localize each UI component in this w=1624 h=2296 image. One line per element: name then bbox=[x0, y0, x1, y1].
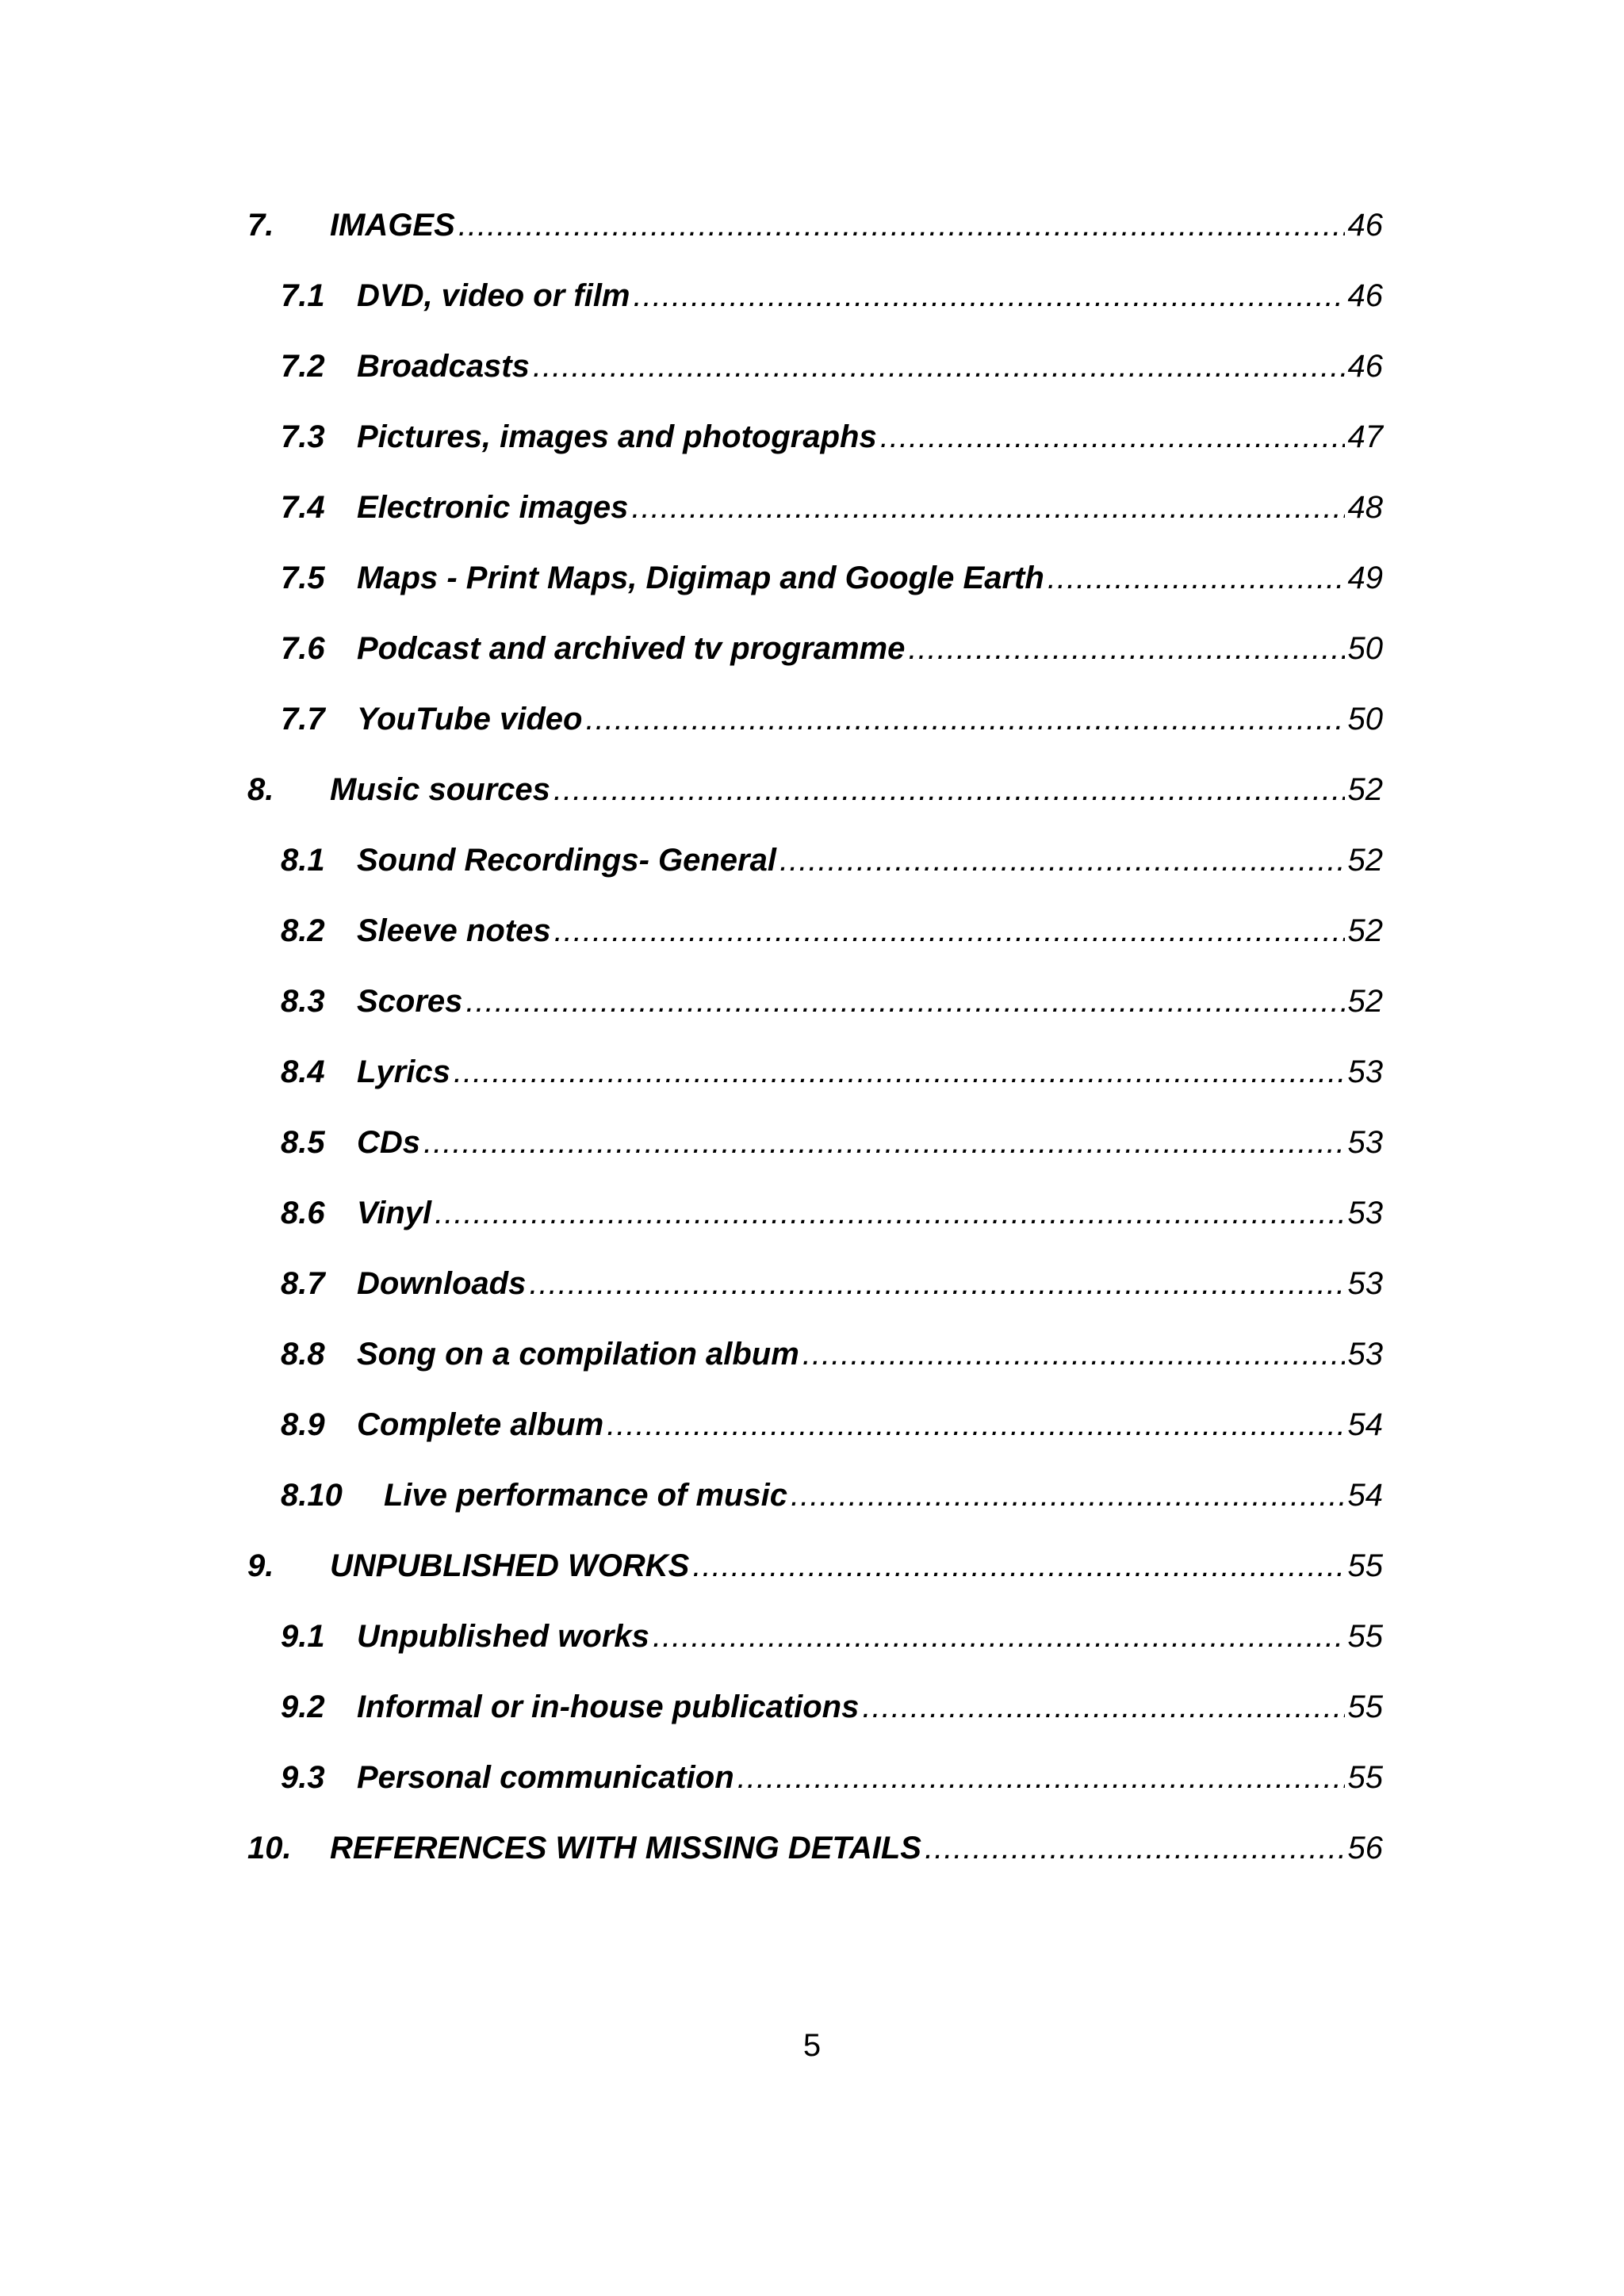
toc-entry[interactable] bbox=[247, 772, 1383, 843]
toc-entry-page: 55 bbox=[1347, 1760, 1383, 1795]
toc-entry-title: UNPUBLISHED WORKS bbox=[330, 1548, 690, 1583]
toc-entry[interactable] bbox=[247, 349, 1383, 419]
toc-entry-title: DVD, video or film bbox=[357, 278, 630, 313]
toc-entry-page: 48 bbox=[1347, 490, 1383, 525]
toc-entry-number: 8.2 bbox=[281, 913, 325, 948]
toc-entry-page: 54 bbox=[1347, 1407, 1383, 1442]
page-number: 5 bbox=[802, 2028, 822, 2063]
dot-leader bbox=[692, 1548, 1344, 1584]
dot-leader bbox=[862, 1689, 1344, 1725]
toc-entry-title: Scores bbox=[357, 984, 463, 1019]
toc-entry-page: 55 bbox=[1347, 1689, 1383, 1724]
toc-entry-number: 8.10 bbox=[281, 1478, 343, 1513]
toc-entry-number: 9.3 bbox=[281, 1760, 325, 1795]
toc-entry[interactable] bbox=[247, 278, 1383, 349]
toc-entry-title: Vinyl bbox=[357, 1196, 432, 1230]
dot-leader bbox=[925, 1831, 1345, 1866]
toc-entry[interactable] bbox=[247, 843, 1383, 913]
toc-entry-title: Song on a compilation album bbox=[357, 1337, 799, 1372]
toc-entry-number: 9. bbox=[247, 1548, 274, 1583]
dot-leader bbox=[737, 1760, 1345, 1796]
toc-entry[interactable] bbox=[247, 419, 1383, 490]
toc-entry-page: 52 bbox=[1347, 984, 1383, 1019]
toc-entry-title: Unpublished works bbox=[357, 1619, 649, 1654]
toc-entry-title: Music sources bbox=[330, 772, 550, 807]
toc-entry-title: Maps - Print Maps, Digimap and Google Earth bbox=[357, 561, 1044, 595]
toc-entry-page: 50 bbox=[1347, 702, 1383, 737]
toc-entry-number: 7.3 bbox=[281, 419, 325, 454]
dot-leader bbox=[634, 278, 1345, 314]
toc-entry-title: REFERENCES WITH MISSING DETAILS bbox=[330, 1831, 921, 1866]
toc-entry-page: 55 bbox=[1347, 1548, 1383, 1583]
toc-entry-page: 46 bbox=[1347, 349, 1383, 384]
toc-entry-title: Live performance of music bbox=[384, 1478, 788, 1513]
toc-entry[interactable] bbox=[247, 631, 1383, 702]
table-of-contents bbox=[247, 208, 1383, 1901]
toc-entry-title: Downloads bbox=[357, 1266, 527, 1301]
toc-entry[interactable] bbox=[247, 1619, 1383, 1689]
toc-entry-number: 7. bbox=[247, 208, 274, 243]
dot-leader bbox=[458, 208, 1345, 243]
toc-entry-number: 9.1 bbox=[281, 1619, 325, 1654]
toc-entry-number: 8.1 bbox=[281, 843, 325, 878]
toc-entry[interactable] bbox=[247, 1760, 1383, 1831]
toc-entry[interactable] bbox=[247, 1125, 1383, 1196]
toc-entry-number: 8.6 bbox=[281, 1196, 325, 1230]
toc-entry-title: Electronic images bbox=[357, 490, 629, 525]
toc-entry-page: 52 bbox=[1347, 913, 1383, 948]
toc-entry-number: 7.2 bbox=[281, 349, 325, 384]
toc-entry[interactable] bbox=[247, 490, 1383, 561]
dot-leader bbox=[607, 1407, 1344, 1443]
toc-entry-page: 56 bbox=[1347, 1831, 1383, 1866]
toc-entry-title: Sound Recordings- General bbox=[357, 843, 776, 878]
toc-entry[interactable] bbox=[247, 208, 1383, 278]
dot-leader bbox=[585, 702, 1344, 737]
toc-entry[interactable] bbox=[247, 1266, 1383, 1337]
toc-entry-number: 7.5 bbox=[281, 561, 325, 595]
toc-entry-title: Complete album bbox=[357, 1407, 604, 1442]
dot-leader bbox=[529, 1266, 1344, 1302]
toc-entry-title: Broadcasts bbox=[357, 349, 530, 384]
toc-entry-page: 50 bbox=[1347, 631, 1383, 666]
toc-entry-page: 53 bbox=[1347, 1337, 1383, 1372]
toc-entry-number: 7.6 bbox=[281, 631, 325, 666]
toc-entry-page: 53 bbox=[1347, 1054, 1383, 1089]
toc-entry-number: 7.4 bbox=[281, 490, 325, 525]
dot-leader bbox=[435, 1196, 1344, 1231]
toc-entry-page: 46 bbox=[1347, 208, 1383, 243]
dot-leader bbox=[653, 1619, 1345, 1655]
toc-entry-page: 53 bbox=[1347, 1125, 1383, 1160]
toc-entry-number: 8.5 bbox=[281, 1125, 325, 1160]
toc-entry[interactable] bbox=[247, 1196, 1383, 1266]
toc-entry[interactable] bbox=[247, 1831, 1383, 1901]
toc-entry[interactable] bbox=[247, 1689, 1383, 1760]
toc-entry-title: Lyrics bbox=[357, 1054, 450, 1089]
toc-entry-page: 54 bbox=[1347, 1478, 1383, 1513]
toc-entry[interactable] bbox=[247, 1478, 1383, 1548]
toc-entry-number: 8.7 bbox=[281, 1266, 325, 1301]
dot-leader bbox=[454, 1054, 1345, 1090]
dot-leader bbox=[423, 1125, 1344, 1161]
dot-leader bbox=[1048, 561, 1345, 596]
dot-leader bbox=[908, 631, 1344, 667]
toc-entry-number: 8.4 bbox=[281, 1054, 325, 1089]
toc-entry-page: 47 bbox=[1347, 419, 1383, 454]
toc-entry[interactable] bbox=[247, 913, 1383, 984]
toc-entry-title: Pictures, images and photographs bbox=[357, 419, 877, 454]
toc-entry-number: 10. bbox=[247, 1831, 292, 1866]
dot-leader bbox=[880, 419, 1345, 455]
dot-leader bbox=[779, 843, 1345, 878]
toc-entry-title: YouTube video bbox=[357, 702, 583, 737]
toc-entry-page: 49 bbox=[1347, 561, 1383, 595]
toc-entry-title: IMAGES bbox=[330, 208, 455, 243]
dot-leader bbox=[631, 490, 1344, 526]
toc-entry-page: 53 bbox=[1347, 1266, 1383, 1301]
toc-entry-page: 52 bbox=[1347, 772, 1383, 807]
dot-leader bbox=[791, 1478, 1344, 1513]
toc-entry[interactable] bbox=[247, 1548, 1383, 1619]
dot-leader bbox=[554, 913, 1345, 949]
dot-leader bbox=[553, 772, 1345, 808]
toc-entry-number: 7.7 bbox=[281, 702, 325, 737]
toc-entry-number: 8. bbox=[247, 772, 274, 807]
toc-entry[interactable] bbox=[247, 984, 1383, 1054]
toc-entry-title: Sleeve notes bbox=[357, 913, 551, 948]
toc-entry-number: 8.3 bbox=[281, 984, 325, 1019]
toc-entry[interactable] bbox=[247, 1407, 1383, 1478]
toc-entry-number: 8.9 bbox=[281, 1407, 325, 1442]
toc-entry-number: 8.8 bbox=[281, 1337, 325, 1372]
dot-leader bbox=[465, 984, 1344, 1020]
toc-entry-page: 53 bbox=[1347, 1196, 1383, 1230]
toc-entry-number: 9.2 bbox=[281, 1689, 325, 1724]
toc-entry[interactable] bbox=[247, 1337, 1383, 1407]
toc-entry-page: 46 bbox=[1347, 278, 1383, 313]
toc-entry[interactable] bbox=[247, 1054, 1383, 1125]
toc-entry-title: Podcast and archived tv programme bbox=[357, 631, 906, 666]
dot-leader bbox=[533, 349, 1345, 385]
toc-entry-page: 52 bbox=[1347, 843, 1383, 878]
toc-entry[interactable] bbox=[247, 702, 1383, 772]
toc-entry-title: Personal communication bbox=[357, 1760, 734, 1795]
dot-leader bbox=[802, 1337, 1345, 1372]
toc-entry-title: CDs bbox=[357, 1125, 421, 1160]
toc-entry-page: 55 bbox=[1347, 1619, 1383, 1654]
toc-entry-number: 7.1 bbox=[281, 278, 325, 313]
toc-entry-title: Informal or in-house publications bbox=[357, 1689, 860, 1724]
toc-entry[interactable] bbox=[247, 561, 1383, 631]
